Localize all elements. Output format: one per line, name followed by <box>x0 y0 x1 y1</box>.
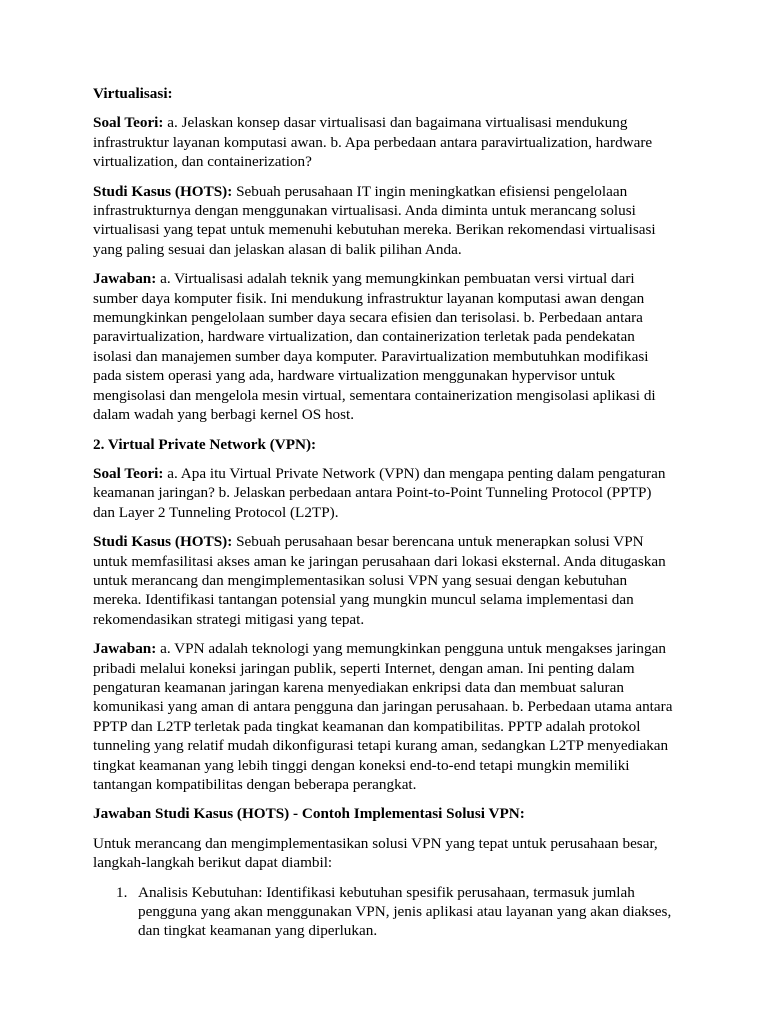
text-jawaban: a. Virtualisasi adalah teknik yang memungkinkan pembuatan versi virtual dari sumber daya komputer fisik. Ini mendukung infrastruktur layanan komputasi awan dengan memungkinkan pengelolaan sumber daya secara efisien dan terisolasi. b. Perbedaan antara paravirtualization, hardware virtualization, dan containerization terletak pada pendekatan isolasi dan manajemen sumber daya komputer. Paravirtualization membutuhkan modifikasi pada sistem operasi yang ada, hardware virtualization menggunakan hypervisor untuk mengisolasi dan mengelola mesin virtual, sementara containerization mengisolasi aplikasi di dalam wadah yang berbagi kernel OS host. <box>93 270 656 424</box>
paragraph-jawaban-1 <box>93 269 673 424</box>
label-soal-teori: Soal Teori: <box>93 464 164 482</box>
section-heading-virtualisasi: Virtualisasi: <box>93 85 173 102</box>
label-jawaban: Jawaban: <box>93 640 157 658</box>
paragraph-soal-teori-1 <box>93 113 673 171</box>
text-jawaban: a. VPN adalah teknologi yang memungkinkan pengguna untuk mengakses jaringan pribadi melalui koneksi jaringan publik, seperti Internet, dengan aman. Ini penting dalam pengaturan keamanan jaringan karena menyediakan enkripsi data dan membuat saluran komunikasi yang aman di antara pengguna dan jaringan perusahaan. b. Perbedaan utama antara PPTP dan L2TP terletak pada tingkat keamanan dan kompatibilitas. PPTP adalah protokol tunneling yang relatif mudah dikonfigurasi tetapi kurang aman, sedangkan L2TP menyediakan tingkat keamanan yang lebih tinggi dengan koneksi end-to-end tetapi mungkin memiliki tantangan kompatibilitas dengan beberapa perangkat. <box>93 640 673 793</box>
list-item <box>93 883 673 941</box>
paragraph-studi-kasus-1 <box>93 182 673 260</box>
list-item-text: Analisis Kebutuhan: Identifikasi kebutuhan spesifik perusahaan, termasuk jumlah pengguna yang akan menggunakan VPN, jenis aplikasi atau layanan yang akan diakses, dan tingkat keamanan yang diperlukan. <box>138 883 672 940</box>
label-soal-teori: Soal Teori: <box>93 114 164 132</box>
text-soal-teori: a. Jelaskan konsep dasar virtualisasi dan bagaimana virtualisasi mendukung infrastruktur layanan komputasi awan. b. Apa perbedaan antara paravirtualization, hardware virtualization, dan containerization? <box>93 114 653 171</box>
label-studi-kasus: Studi Kasus (HOTS): <box>93 533 233 551</box>
text-studi-kasus: Sebuah perusahaan besar berencana untuk menerapkan solusi VPN untuk memfasilitasi akses aman ke jaringan perusahaan dari lokasi eksternal. Anda ditugaskan untuk merancang dan mengimplementasikan solusi VPN yang sesuai dengan kebutuhan mereka. Identifikasi tantangan potensial yang mungkin muncul selama implementasi dan rekomendasikan strategi mitigasi yang tepat. <box>93 533 666 628</box>
text-soal-teori: a. Apa itu Virtual Private Network (VPN) dan mengapa penting dalam pengaturan keamanan jaringan? b. Jelaskan perbedaan antara Point-to-Point Tunneling Protocol (PPTP) dan Layer 2 Tunneling Protocol (L2TP). <box>93 464 666 521</box>
document-page <box>93 84 673 941</box>
paragraph-studi-kasus-2 <box>93 532 673 629</box>
numbered-list <box>93 883 673 941</box>
label-studi-kasus: Studi Kasus (HOTS): <box>93 182 233 200</box>
label-jawaban: Jawaban: <box>93 270 157 288</box>
paragraph-jawaban-2 <box>93 639 673 794</box>
paragraph-soal-teori-2 <box>93 464 673 522</box>
section-heading-jawaban-studi-kasus: Jawaban Studi Kasus (HOTS) - Contoh Implementasi Solusi VPN: <box>93 805 525 823</box>
section-heading-vpn: 2. Virtual Private Network (VPN): <box>93 435 317 453</box>
text-studi-kasus: Sebuah perusahaan IT ingin meningkatkan efisiensi pengelolaan infrastrukturnya dengan menggunakan virtualisasi. Anda diminta untuk merancang solusi virtualisasi yang tepat untuk memenuhi kebutuhan mereka. Berikan rekomendasi virtualisasi yang paling sesuai dan jelaskan alasan di balik pilihan Anda. <box>93 182 656 258</box>
paragraph-intro: Untuk merancang dan mengimplementasikan solusi VPN yang tepat untuk perusahaan besar, langkah-langkah berikut dapat diambil: <box>93 834 658 872</box>
list-item-number: 1. <box>116 883 128 901</box>
